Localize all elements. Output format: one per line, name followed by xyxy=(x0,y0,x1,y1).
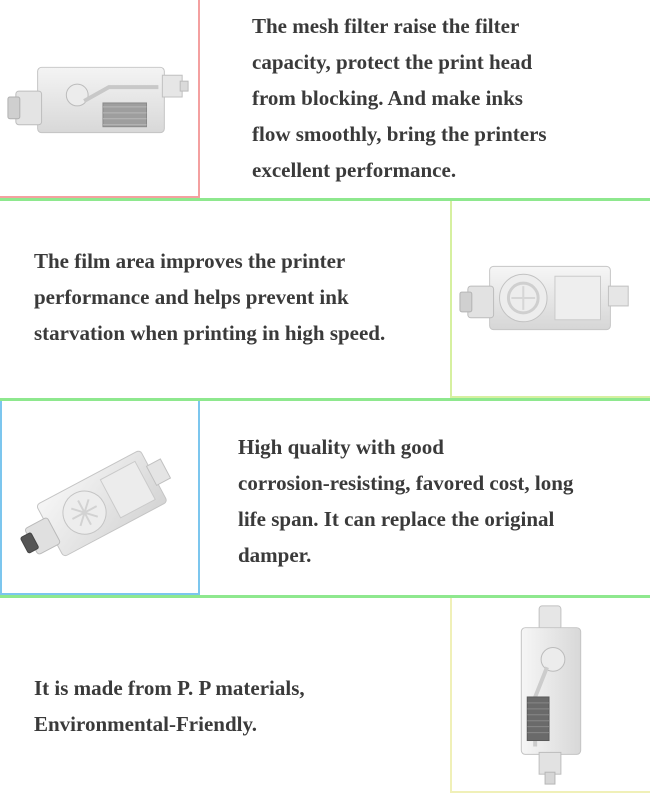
damper-mesh-filter-image xyxy=(0,0,200,198)
feature-section-materials xyxy=(0,598,650,793)
text-line: from blocking. And make inks xyxy=(252,86,523,110)
damper-icon xyxy=(0,0,198,196)
text-line: damper. xyxy=(238,543,312,567)
feature-section-quality xyxy=(0,401,650,595)
text-line: capacity, protect the print head xyxy=(252,50,533,74)
feature-text-materials xyxy=(34,670,305,742)
text-line: The mesh filter raise the filter xyxy=(252,14,520,38)
feature-section-mesh-filter xyxy=(0,0,650,198)
text-line: performance and helps prevent ink xyxy=(34,285,349,309)
damper-icon xyxy=(2,401,198,593)
text-line: starvation when printing in high speed. xyxy=(34,321,386,345)
damper-icon xyxy=(452,598,650,791)
damper-icon xyxy=(452,201,650,396)
feature-section-film-area xyxy=(0,201,650,398)
text-line: The film area improves the printer xyxy=(34,249,346,273)
text-line: It is made from P. P materials, xyxy=(34,676,305,700)
text-line: corrosion-resisting, favored cost, long xyxy=(238,471,574,495)
text-line: life span. It can replace the original xyxy=(238,507,555,531)
text-line: flow smoothly, bring the printers xyxy=(252,122,547,146)
text-line: excellent performance. xyxy=(252,158,457,182)
feature-text-film-area xyxy=(34,243,385,351)
damper-vertical-image xyxy=(450,598,650,793)
damper-angled-image xyxy=(0,401,200,595)
feature-text-mesh-filter xyxy=(252,8,547,188)
damper-film-area-image xyxy=(450,201,650,398)
text-line: High quality with good xyxy=(238,435,444,459)
text-line: Environmental-Friendly. xyxy=(34,712,258,736)
feature-text-quality xyxy=(238,429,573,573)
